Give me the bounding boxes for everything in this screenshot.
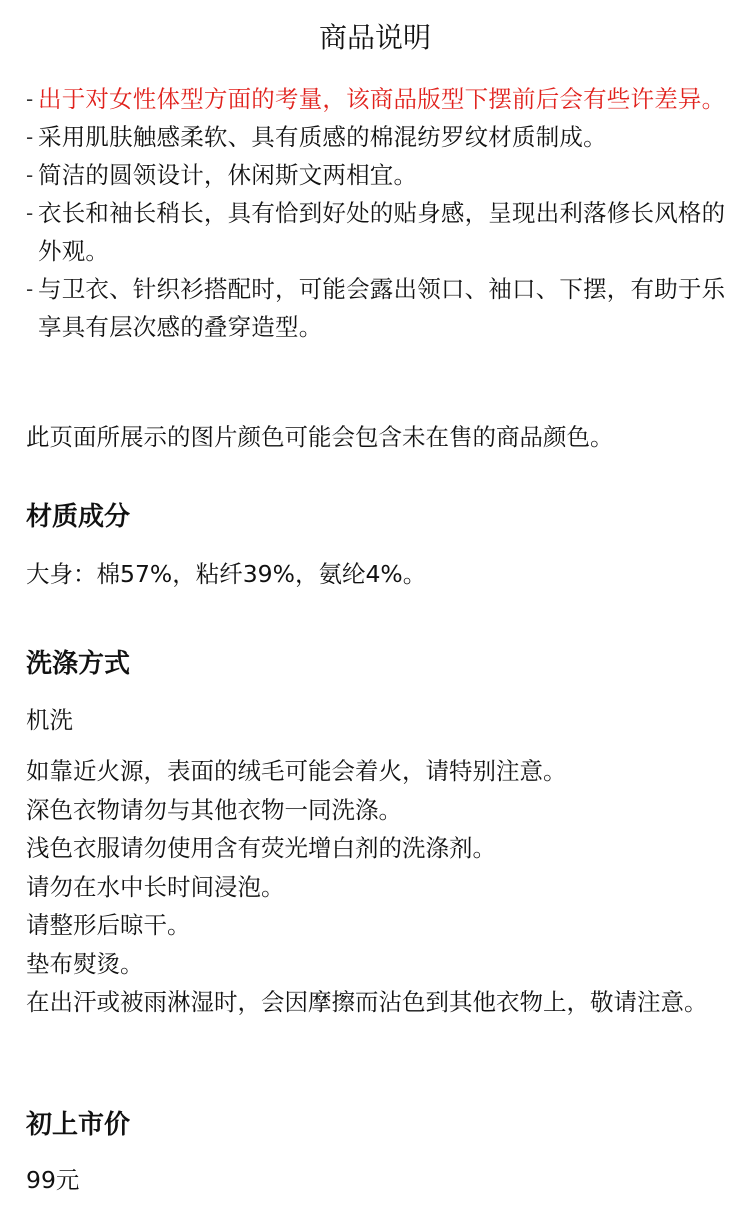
- bullet-dash-icon: -: [26, 87, 34, 111]
- bullet-dash-icon: -: [26, 201, 34, 225]
- feature-item-layering: [26, 270, 732, 346]
- care-item: 深色衣物请勿与其他衣物一同洗涤。: [26, 795, 402, 824]
- feature-item-material: [26, 118, 732, 156]
- bullet-dash-icon: -: [26, 125, 34, 149]
- feature-text: 采用肌肤触感柔软、具有质感的棉混纺罗纹材质制成。: [38, 123, 607, 151]
- care-item: 浅色衣服请勿使用含有荧光增白剂的洗涤剂。: [26, 834, 496, 862]
- bullet-dash-icon: -: [26, 277, 34, 301]
- feature-item-fit-note: [26, 80, 732, 118]
- feature-text: 与卫衣、针织衫搭配时，可能会露出领口、袖口、下摆，有助于乐享具有层次感的叠穿造型。: [38, 275, 726, 341]
- care-item: 垫布熨烫。: [26, 949, 144, 978]
- care-item: 在出汗或被雨淋湿时，会因摩擦而沾色到其他衣物上，敬请注意。: [26, 988, 708, 1016]
- feature-item-collar: [26, 156, 732, 194]
- feature-item-length: [26, 194, 732, 270]
- color-disclaimer: 此页面所展示的图片颜色可能会包含未在售的商品颜色。: [26, 423, 614, 451]
- material-composition: 大身：棉57%，粘纤39%，氨纶4%。: [26, 560, 427, 588]
- washing-method: 机洗: [26, 706, 73, 734]
- care-item: 如靠近火源，表面的绒毛可能会着火，请特别注意。: [26, 757, 567, 785]
- material-heading: 材质成分: [26, 502, 131, 532]
- page-title: 商品说明: [318, 21, 431, 54]
- care-instructions: [26, 752, 732, 1022]
- feature-text: 衣长和袖长稍长，具有恰到好处的贴身感，呈现出利落修长风格的外观。: [38, 199, 726, 265]
- bullet-dash-icon: -: [26, 163, 34, 187]
- feature-text: 出于对女性体型方面的考量，该商品版型下摆前后会有些许差异。: [38, 85, 726, 113]
- feature-list: [26, 80, 732, 346]
- feature-text: 简洁的圆领设计，休闲斯文两相宜。: [38, 161, 418, 189]
- launch-price: 99元: [26, 1166, 80, 1194]
- care-item: 请整形后晾干。: [26, 911, 191, 939]
- care-item: 请勿在水中长时间浸泡。: [26, 872, 285, 901]
- price-heading: 初上市价: [26, 1110, 131, 1140]
- washing-heading: 洗涤方式: [26, 649, 131, 679]
